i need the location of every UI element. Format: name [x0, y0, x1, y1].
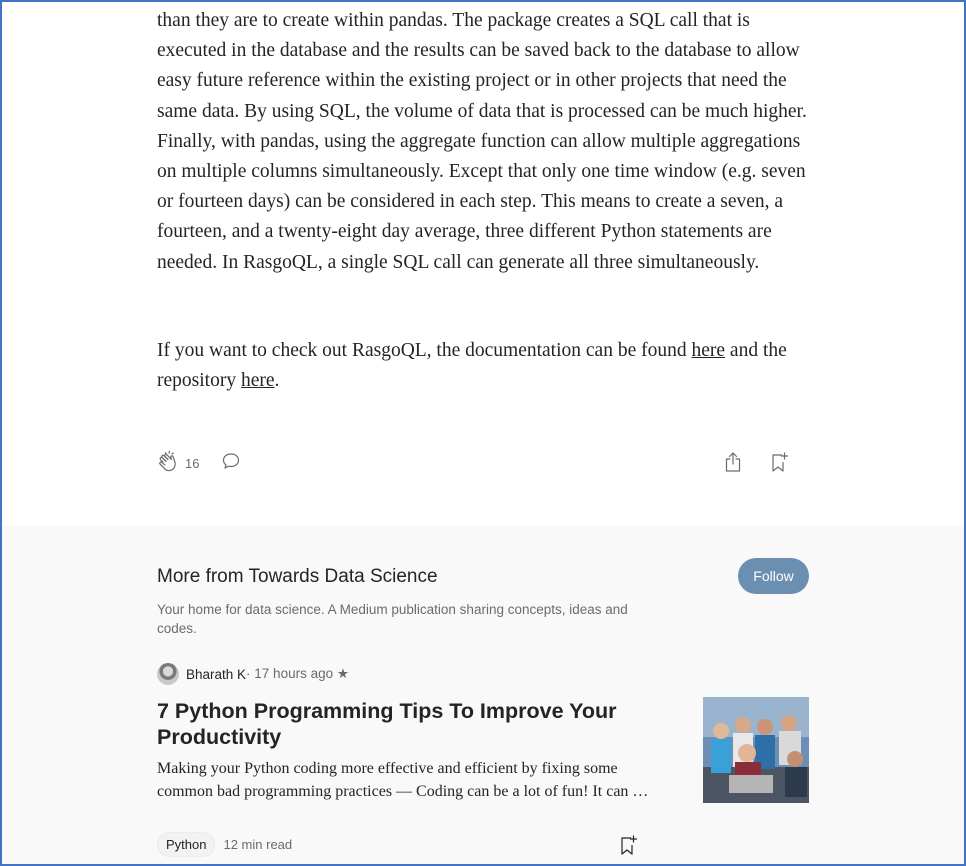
- share-button[interactable]: [723, 451, 743, 473]
- share-icon: [723, 451, 743, 473]
- author-avatar[interactable]: [157, 663, 179, 685]
- clap-icon: [157, 451, 179, 475]
- responses-button[interactable]: [221, 451, 241, 471]
- repository-link[interactable]: here: [240, 370, 275, 392]
- post-author-row: [157, 663, 349, 685]
- post-title[interactable]: 7 Python Programming Tips To Improve Your Productivity: [157, 699, 617, 749]
- more-from-publication: [2, 526, 964, 866]
- paragraph-text: .: [274, 370, 280, 392]
- topic-tag[interactable]: Python: [157, 832, 215, 857]
- clap-count: 16: [185, 455, 200, 471]
- article-actions-bar: [157, 451, 812, 481]
- paragraph-text: If you want to check out RasgoQL, the documentation can be found: [157, 340, 692, 361]
- documentation-link[interactable]: here: [691, 340, 726, 361]
- paragraph-text: and the repository: [157, 340, 787, 392]
- save-button[interactable]: [769, 451, 789, 473]
- post-footer: [157, 832, 292, 857]
- article-paragraph-links: [157, 336, 817, 396]
- post-subtitle[interactable]: Making your Python coding more effective and efficient by fixing some common bad programming practices — Coding can be a lot of fun! It can …: [157, 760, 649, 800]
- post-thumbnail[interactable]: [703, 697, 809, 803]
- publication-description: Your home for data science. A Medium publication sharing concepts, ideas and codes.: [157, 602, 628, 636]
- author-name[interactable]: Bharath K: [186, 666, 247, 682]
- article-paragraph: than they are to create within pandas. The package creates a SQL call that is executed in the database and the results can be saved back to the database to allow easy future reference within the existing project or in other projects that need the same data. By using SQL, the volume of data that is processed can be much higher. Finally, with pandas, using the aggregate function can allow multiple aggregations on multiple columns simultaneously. Except that only one time window (e.g. seven or fourteen days) can be considered in each step. This means to create a seven, a fourteen, and a twenty-eight day average, three different Python statements are needed. In RasgoQL, a single SQL call can generate all three simultaneously.: [157, 10, 807, 273]
- clap-button[interactable]: [157, 451, 199, 475]
- comment-icon: [221, 451, 241, 471]
- follow-button[interactable]: Follow: [738, 558, 809, 594]
- bookmark-icon: [618, 843, 638, 860]
- save-post-button[interactable]: [618, 834, 638, 861]
- post-meta: · 17 hours ago ★: [246, 666, 349, 681]
- read-time: 12 min read: [223, 837, 293, 852]
- more-from-title: More from Towards Data Science: [157, 566, 438, 587]
- bookmark-icon: [769, 451, 789, 473]
